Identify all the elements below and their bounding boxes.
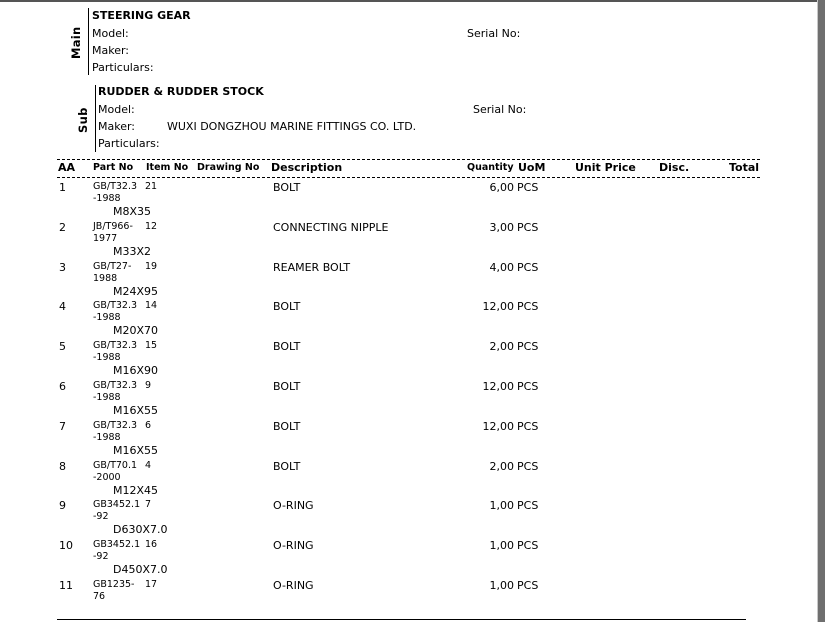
main-particulars-label: Particulars: [92, 61, 154, 74]
row-part-no: GB/T32.3 -1988 [93, 181, 138, 204]
row-item-no: 9 [145, 380, 152, 391]
row-item-no: 16 [145, 539, 158, 550]
row-description: BOLT [273, 380, 301, 393]
row-uom: PCS [517, 340, 539, 353]
sub-particulars-label: Particulars: [98, 137, 160, 150]
row-dimension: D630X7.0 [113, 523, 168, 536]
row-aa: 6 [59, 380, 66, 393]
row-part-no: GB/T32.3 -1988 [93, 380, 138, 403]
table-header-bottom-rule [57, 177, 760, 178]
row-uom: PCS [517, 261, 539, 274]
row-description: O-RING [273, 579, 314, 592]
row-aa: 10 [59, 539, 73, 552]
sub-maker-label: Maker: [98, 120, 136, 133]
row-dimension: M16X90 [113, 364, 159, 377]
row-description: REAMER BOLT [273, 261, 351, 274]
row-dimension: M8X35 [113, 205, 152, 218]
page-top-border [0, 0, 818, 2]
row-part-no: GB3452.1 -92 [93, 539, 141, 562]
row-part-no: GB/T32.3 -1988 [93, 300, 138, 323]
col-header-item-no: Item No [146, 162, 189, 173]
row-quantity: 3,00 [489, 221, 514, 234]
col-header-uom: UoM [518, 161, 546, 174]
row-item-no: 15 [145, 340, 158, 351]
col-header-description: Description [271, 161, 343, 174]
row-quantity: 12,00 [482, 420, 514, 433]
row-description: O-RING [273, 539, 314, 552]
main-serial-label: Serial No: [467, 27, 521, 40]
row-uom: PCS [517, 300, 539, 313]
row-quantity: 6,00 [489, 181, 514, 194]
row-description: BOLT [273, 420, 301, 433]
sub-serial-label: Serial No: [473, 103, 527, 116]
row-uom: PCS [517, 221, 539, 234]
sub-section-bar [95, 85, 96, 152]
row-part-no: JB/T966- 1977 [93, 221, 133, 244]
col-header-disc: Disc. [659, 161, 690, 174]
row-uom: PCS [517, 579, 539, 592]
main-section-label: Main [69, 26, 83, 59]
row-uom: PCS [517, 460, 539, 473]
row-aa: 11 [59, 579, 73, 592]
row-uom: PCS [517, 420, 539, 433]
row-quantity: 1,00 [489, 499, 514, 512]
col-header-quantity: Quantity [467, 162, 514, 173]
row-description: BOLT [273, 300, 301, 313]
row-uom: PCS [517, 181, 539, 194]
row-dimension: M33X2 [113, 245, 152, 258]
main-maker-label: Maker: [92, 44, 130, 57]
row-part-no: GB/T70.1 -2000 [93, 460, 138, 483]
row-aa: 9 [59, 499, 66, 512]
row-description: O-RING [273, 499, 314, 512]
row-item-no: 21 [145, 181, 158, 192]
row-item-no: 12 [145, 221, 158, 232]
row-aa: 2 [59, 221, 66, 234]
col-header-drawing-no: Drawing No [197, 162, 260, 173]
row-aa: 3 [59, 261, 66, 274]
main-section-bar [88, 8, 89, 75]
row-part-no: GB/T32.3 -1988 [93, 420, 138, 443]
row-uom: PCS [517, 499, 539, 512]
row-item-no: 17 [145, 579, 158, 590]
row-aa: 4 [59, 300, 66, 313]
scrollbar-track[interactable] [818, 0, 825, 622]
row-part-no: GB1235- 76 [93, 579, 135, 602]
row-dimension: M24X95 [113, 285, 159, 298]
main-model-label: Model: [92, 27, 129, 40]
col-header-aa: AA [58, 161, 76, 174]
row-dimension: M12X45 [113, 484, 159, 497]
row-description: BOLT [273, 340, 301, 353]
row-dimension: D450X7.0 [113, 563, 168, 576]
row-item-no: 7 [145, 499, 152, 510]
col-header-total: Total [729, 161, 760, 174]
row-item-no: 4 [145, 460, 152, 471]
col-header-part-no: Part No [93, 162, 134, 173]
row-aa: 7 [59, 420, 66, 433]
row-description: CONNECTING NIPPLE [273, 221, 389, 234]
main-title: STEERING GEAR [92, 9, 191, 22]
row-part-no: GB3452.1 -92 [93, 499, 141, 522]
row-aa: 5 [59, 340, 66, 353]
row-uom: PCS [517, 539, 539, 552]
sub-maker-value: WUXI DONGZHOU MARINE FITTINGS CO. LTD. [167, 120, 417, 133]
row-quantity: 12,00 [482, 380, 514, 393]
row-uom: PCS [517, 380, 539, 393]
row-description: BOLT [273, 181, 301, 194]
row-quantity: 2,00 [489, 460, 514, 473]
row-quantity: 2,00 [489, 340, 514, 353]
row-item-no: 19 [145, 261, 158, 272]
col-header-unit-price: Unit Price [575, 161, 636, 174]
row-item-no: 6 [145, 420, 152, 431]
row-item-no: 14 [145, 300, 158, 311]
sub-section-label: Sub [76, 107, 90, 133]
row-aa: 1 [59, 181, 66, 194]
row-quantity: 1,00 [489, 539, 514, 552]
row-aa: 8 [59, 460, 66, 473]
table-header-top-rule [57, 159, 760, 160]
row-part-no: GB/T27- 1988 [93, 261, 132, 284]
row-quantity: 12,00 [482, 300, 514, 313]
row-dimension: M16X55 [113, 444, 159, 457]
sub-title: RUDDER & RUDDER STOCK [98, 85, 264, 98]
row-description: BOLT [273, 460, 301, 473]
row-dimension: M16X55 [113, 404, 159, 417]
row-quantity: 1,00 [489, 579, 514, 592]
page-bottom-rule [57, 619, 746, 620]
row-quantity: 4,00 [489, 261, 514, 274]
sub-model-label: Model: [98, 103, 135, 116]
row-dimension: M20X70 [113, 324, 159, 337]
row-part-no: GB/T32.3 -1988 [93, 340, 138, 363]
